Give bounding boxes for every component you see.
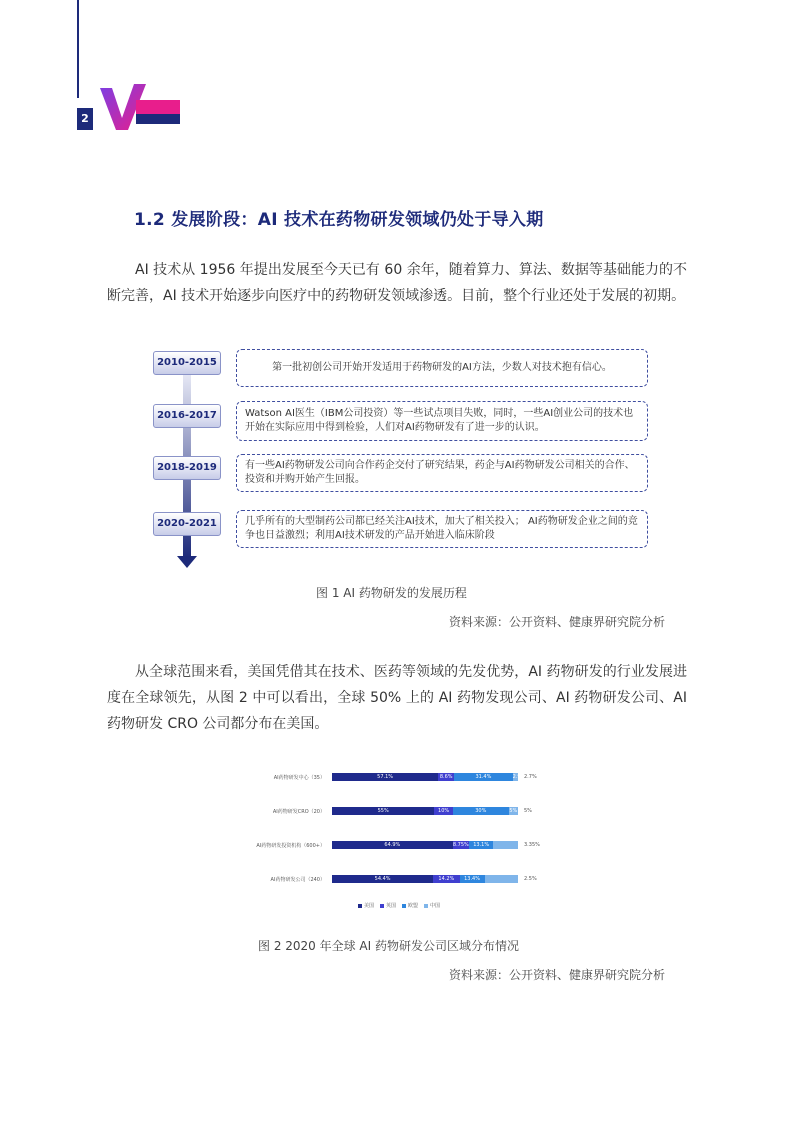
brand-logo xyxy=(98,78,182,134)
timeline-event-text: 几乎所有的大型制药公司都已经关注AI技术，加大了相关投入； AI药物研发企业之间的竞争也日益激烈；利用AI技术研发的产品开始进入临床阶段 xyxy=(245,516,638,541)
timeline-event xyxy=(236,510,648,548)
chart-legend xyxy=(358,902,440,909)
chart-bar-segment: 54.4% xyxy=(332,875,433,883)
chart-bar-segment xyxy=(493,841,518,849)
chart-bar-segment: 13.1% xyxy=(469,841,493,849)
figure1-caption: 图 1 AI 药物研发的发展历程 xyxy=(316,586,467,600)
chart-bar-segment: 5% xyxy=(509,808,518,814)
timeline-event xyxy=(236,349,648,387)
timeline-event xyxy=(236,454,648,492)
legend-label: 中国 xyxy=(430,903,441,909)
legend-item xyxy=(358,902,374,909)
page-number: 2 xyxy=(77,108,93,130)
chart-bar-segment: 57.1% xyxy=(332,773,438,781)
timeline-year: 2020-2021 xyxy=(153,512,221,536)
figure1-source: 资料来源：公开资料、健康界研究院分析 xyxy=(449,615,666,629)
timeline-year: 2016-2017 xyxy=(153,404,221,428)
chart-bar-segment: 55% xyxy=(332,807,434,815)
paragraph-intro: AI 技术从 1956 年提出发展至今天已有 60 余年，随着算力、算法、数据等基础能力的不断完善，AI 技术开始逐步向医疗中的药物研发领域渗透。目前，整个行业还处于发展的初期。 xyxy=(107,262,687,304)
legend-label: 英国 xyxy=(386,903,397,909)
legend-label: 美国 xyxy=(364,903,375,909)
chart-bar-segment: 31.4% xyxy=(454,773,512,781)
chart-category-label: AI药物研发公司（240） xyxy=(270,877,325,883)
legend-item xyxy=(380,902,396,909)
timeline-event xyxy=(236,401,648,441)
chart-bar-segment: 10% xyxy=(434,807,453,815)
chart-bar-segment: 13.4% xyxy=(460,875,485,883)
chart-trailing-label: 2.7% xyxy=(524,774,537,780)
legend-swatch xyxy=(402,904,406,908)
timeline-event-text: 有一些AI药物研发公司向合作药企交付了研究结果，药企与AI药物研发公司相关的合作、投资和并购开始产生回报。 xyxy=(245,460,635,485)
chart-bar-segment: 30% xyxy=(453,807,509,815)
timeline-arrow xyxy=(177,556,197,568)
section-title: 1.2 发展阶段：AI 技术在药物研发领域仍处于导入期 xyxy=(134,210,544,230)
timeline-year: 2018-2019 xyxy=(153,456,221,480)
chart-bar-segment: 8.6% xyxy=(439,774,453,780)
chart-bar-segment xyxy=(485,875,518,883)
chart-bar-segment: 8.75% xyxy=(452,842,469,848)
legend-swatch xyxy=(358,904,362,908)
chart-trailing-label: 5% xyxy=(524,808,532,814)
region-distribution-chart xyxy=(230,768,560,918)
chart-trailing-label: 2.5% xyxy=(524,876,537,882)
chart-trailing-label: 3.35% xyxy=(524,842,540,848)
chart-bar-segment: 2.9% xyxy=(512,774,526,780)
timeline-event-text: 第一批初创公司开始开发适用于药物研发的AI方法，少数人对技术抱有信心。 xyxy=(272,362,612,373)
timeline-event-text: Watson AI医生（IBM公司投资）等一些试点项目失败，同时，一些AI创业公司的技术也开始在实际应用中得到检验，人们对AI药物研发有了进一步的认识。 xyxy=(245,408,634,433)
legend-item xyxy=(424,902,440,909)
side-rule xyxy=(77,0,79,98)
chart-bar-segment: 14.2% xyxy=(433,875,459,883)
legend-item xyxy=(402,902,418,909)
paragraph-global: 从全球范围来看，美国凭借其在技术、医药等领域的先发优势，AI 药物研发的行业发展进度在全球领先，从图 2 中可以看出，全球 50% 上的 AI 药物发现公司、AI 药物研发公司、AI 药物研发 CRO 公司都分布在美国。 xyxy=(107,664,687,732)
chart-bar-segment: 64.9% xyxy=(332,841,453,849)
timeline-year: 2010-2015 xyxy=(153,351,221,375)
legend-label: 欧盟 xyxy=(408,903,419,909)
legend-swatch xyxy=(380,904,384,908)
chart-category-label: AI药物研发投资机构（600+） xyxy=(256,843,325,849)
chart-category-label: AI药物研发中心（35） xyxy=(273,775,325,781)
legend-swatch xyxy=(424,904,428,908)
figure2-caption: 图 2 2020 年全球 AI 药物研发公司区域分布情况 xyxy=(258,939,519,953)
figure2-source: 资料来源：公开资料、健康界研究院分析 xyxy=(449,968,666,982)
chart-category-label: AI药物研发CRO（20） xyxy=(272,809,325,815)
